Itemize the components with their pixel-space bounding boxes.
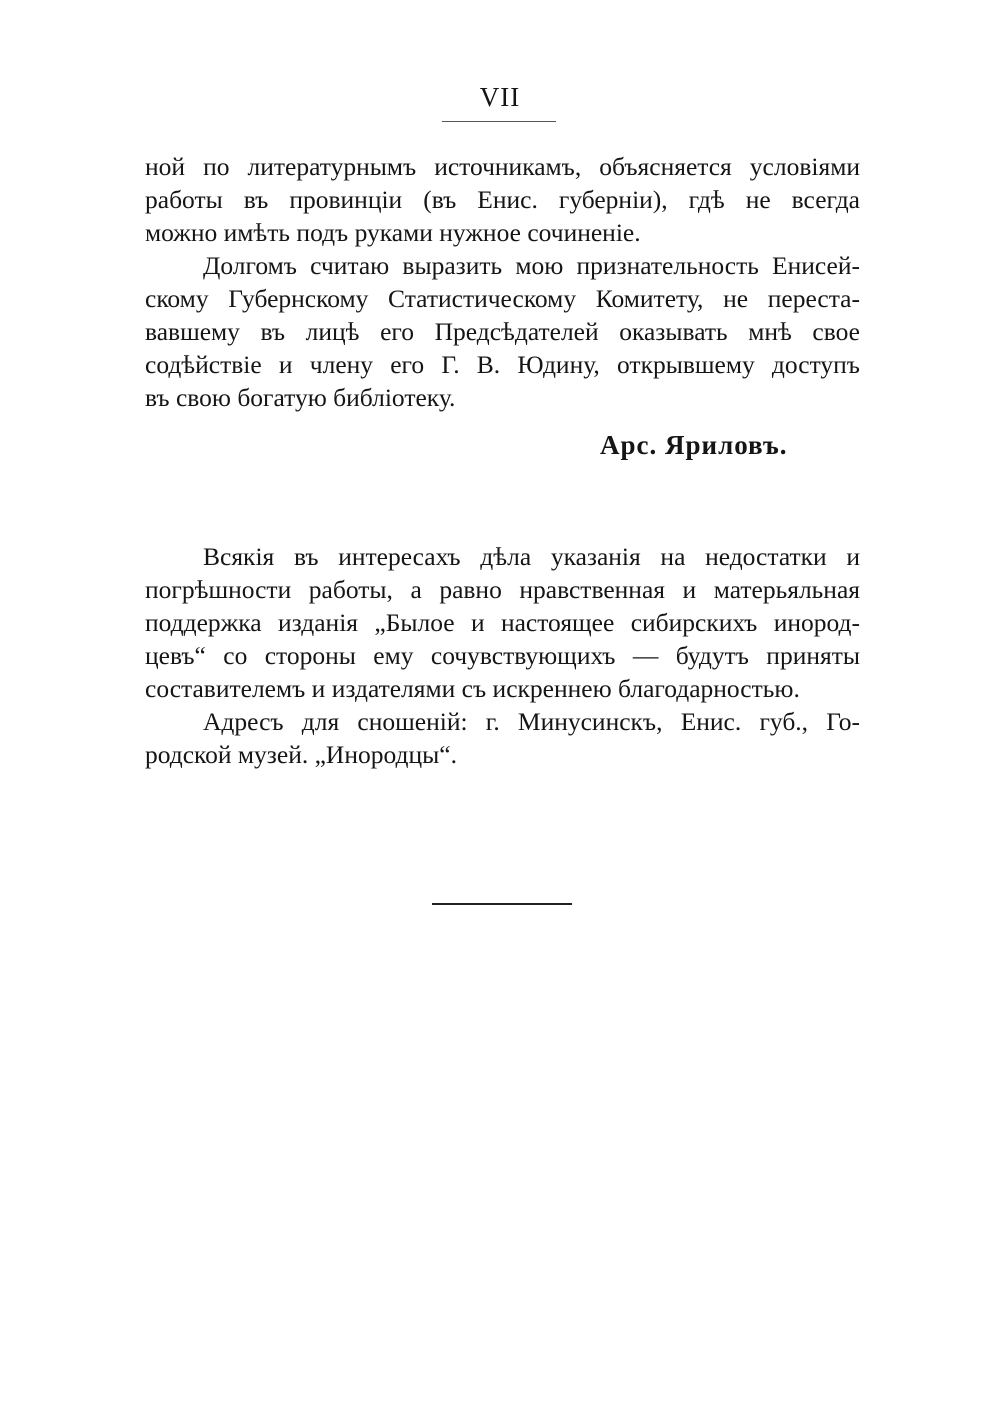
paragraph-group-1 <box>145 150 860 414</box>
text-line: ной по литературнымъ источникамъ, объясняется условіями <box>145 152 860 181</box>
text-line: Адресъ для сношеній: г. Минусинскъ, Енис. губ., Го- <box>203 707 860 736</box>
text-line: вавшему въ лицѣ его Предсѣдателей оказывать мнѣ свое <box>145 317 860 346</box>
text-line: Всякія въ интересахъ дѣла указанія на недостатки и <box>203 542 860 571</box>
text-line: работы въ провинціи (въ Енис. губерніи), гдѣ не всегда <box>145 185 860 214</box>
text-line: цевъ“ со стороны ему сочувствующихъ — будутъ приняты <box>145 641 860 670</box>
text-line: въ свою богатую библіотеку. <box>145 383 456 412</box>
text-line: поддержка изданія „Былое и настоящее сибирскихъ инород- <box>145 608 860 637</box>
section-end-rule <box>432 903 572 905</box>
page-number: VII <box>479 82 521 112</box>
text-line: родской музей. „Инородцы“. <box>145 740 457 769</box>
text-line: Долгомъ считаю выразить мою признательность Енисей- <box>203 251 860 280</box>
text-line: можно имѣть подъ руками нужное сочиненіе. <box>145 218 641 247</box>
text-line: составителемъ и издателями съ искреннею благодарностью. <box>145 674 800 703</box>
page-number-rule <box>442 121 556 122</box>
paragraph-group-2 <box>145 540 860 771</box>
text-line: скому Губернскому Статистическому Комитету, не переста- <box>145 284 860 313</box>
text-line: погрѣшности работы, а равно нравственная и матерьяльная <box>145 575 860 604</box>
text-line: содѣйствіе и члену его Г. В. Юдину, открывшему доступъ <box>145 350 860 379</box>
author-signature: Арс. Яриловъ. <box>600 430 788 460</box>
